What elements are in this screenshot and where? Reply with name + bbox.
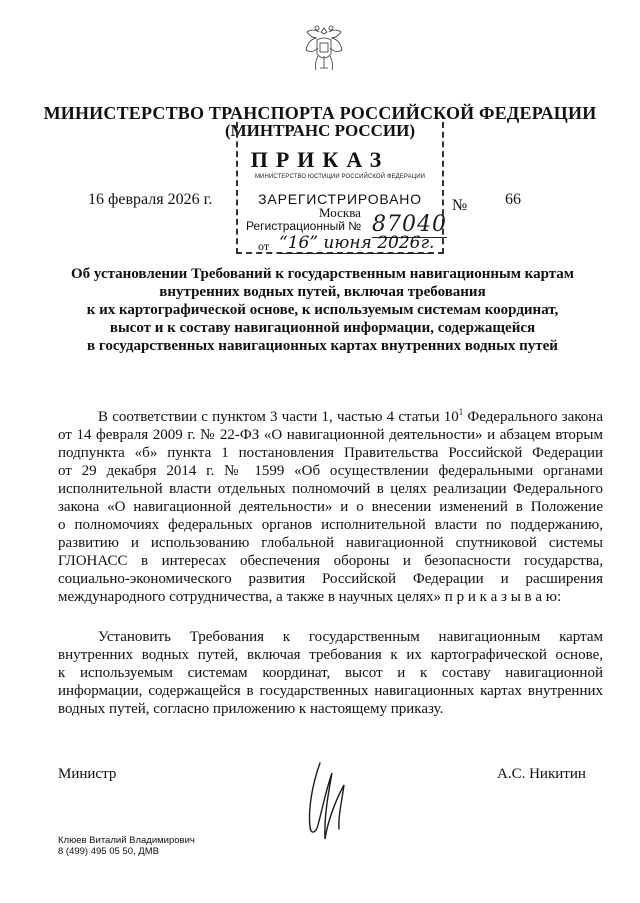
superscript: 1 — [458, 407, 464, 417]
paragraph-line — [58, 403, 603, 426]
paragraph-line: закона «О навигационной деятельности» и о внесении изменений в Положение — [58, 499, 603, 515]
ministry-short-name: (МИНТРАНС РОССИИ) — [224, 121, 416, 140]
executor-phone: 8 (499) 495 05 50, ДМВ — [58, 846, 159, 857]
subject-line: Об установлении Требований к государственным навигационным картам — [70, 266, 575, 282]
ministry-name: МИНИСТЕРСТВО ТРАНСПОРТА РОССИЙСКОЙ ФЕДЕРАЦИИ — [43, 103, 597, 123]
stamp-date-handwritten: “16” июня 2026г. — [279, 233, 435, 253]
stamp-reg-number-label: Регистрационный № — [246, 219, 362, 233]
signatory-title: Министр — [58, 766, 117, 782]
paragraph-line: ГЛОНАСС в интересах обеспечения обороны и безопасности государства, — [58, 553, 603, 569]
order-subject — [40, 265, 605, 355]
order-number: 66 — [505, 191, 521, 208]
paragraph-line: к используемым системам координат, высот и к составу навигационной — [58, 665, 603, 681]
stamp-date-label: от — [258, 239, 270, 253]
paragraph-line: от 29 декабря 2014 г. № 1599 «Об осуществлении федеральными органами — [58, 463, 603, 479]
order-date: 16 февраля 2026 г. — [88, 191, 213, 208]
stamp-registered: ЗАРЕГИСТРИРОВАНО — [258, 191, 422, 207]
stamp-city: Москва — [319, 205, 361, 220]
paragraph-line: Установить Требования к государственным навигационным картам — [98, 629, 603, 645]
coat-of-arms-emblem — [302, 22, 346, 76]
paragraph-line: информации, содержащейся в государственных навигационных картах внутренних — [58, 683, 603, 699]
handwritten-signature — [298, 755, 358, 845]
subject-line: в государственных навигационных картах внутренних водных путей — [87, 338, 558, 354]
paragraph-line: подпункта «б» пункта 1 постановления Правительства Российской Федерации — [58, 445, 603, 461]
order-paragraph — [58, 628, 603, 718]
paragraph-line: водных путей, согласно приложению к настоящему приказу. — [58, 701, 444, 717]
paragraph-line: от 14 февраля 2009 г. № 22-ФЗ «О навигационной деятельности» и абзацем вторым — [58, 427, 603, 443]
paragraph-line: внутренних водных путей, включая требования к их картографической основе, — [58, 647, 603, 663]
stamp-reg-number: 87040 — [372, 212, 447, 237]
paragraph-line: исполнительной власти отдельных полномочий в целях реализации Федерального — [58, 481, 603, 497]
subject-line: высот и к составу навигационной информации, содержащейся — [109, 320, 536, 336]
number-sign: № — [452, 197, 468, 214]
stamp-organization: МИНИСТЕРСТВО ЮСТИЦИИ РОССИЙСКОЙ ФЕДЕРАЦИИ — [254, 174, 426, 180]
signatory-name: А.С. Никитин — [497, 766, 586, 782]
paragraph-line: о полномочиях федеральных органов исполнительной власти по поддержанию, — [58, 517, 603, 533]
preamble-paragraph — [58, 403, 603, 606]
paragraph-line: международного сотрудничества, а также в научных целях» п р и к а з ы в а ю: — [58, 589, 562, 605]
paragraph-text: В соответствии с пунктом 3 части 1, частью 4 статьи 10 — [98, 409, 459, 425]
order-title: ПРИКАЗ — [250, 147, 390, 172]
paragraph-line: социально-экономического развития Российской Федерации и расширения — [58, 571, 603, 587]
paragraph-text: Федерального закона — [463, 409, 603, 425]
executor-name: Клюев Виталий Владимирович — [58, 835, 195, 846]
paragraph-line: развитию и использованию глобальной навигационной спутниковой системы — [58, 535, 603, 551]
subject-line: к их картографической основе, к используемым системам координат, — [86, 302, 559, 318]
subject-line: внутренних водных путей, включая требования — [159, 284, 486, 300]
